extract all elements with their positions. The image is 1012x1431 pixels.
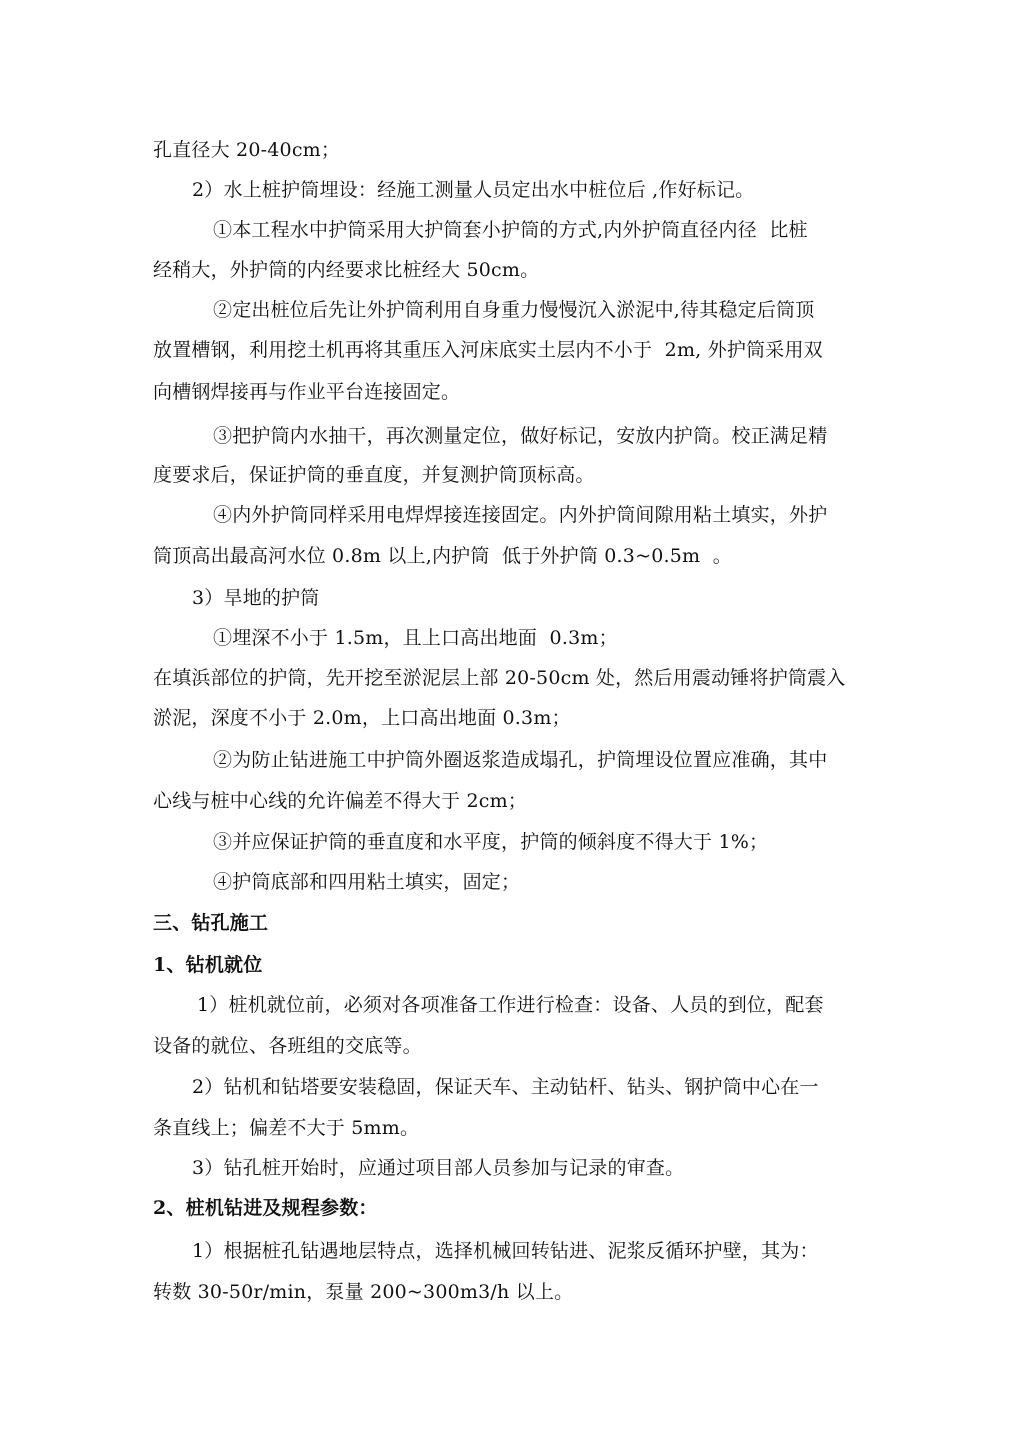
text-line: 转数 30-50r/min，泵量 200~300m3/h 以上。 bbox=[153, 1281, 574, 1303]
text-line: ③并应保证护筒的垂直度和水平度，护筒的倾斜度不得大于 1%； bbox=[213, 831, 769, 853]
text-line: 2）水上桩护筒埋设：经施工测量人员定出水中桩位后 ,作好标记。 bbox=[192, 179, 755, 201]
text-line: ②为防止钻进施工中护筒外圈返浆造成塌孔，护筒埋设位置应准确，其中 bbox=[213, 749, 828, 771]
text-line: 在填浜部位的护筒，先开挖至淤泥层上部 20-50cm 处，然后用震动锤将护筒震入 bbox=[153, 667, 846, 689]
text-line: ②定出桩位后先让外护筒利用自身重力慢慢沉入淤泥中,待其稳定后筒顶 bbox=[213, 299, 815, 321]
text-line: ③把护筒内水抽干，再次测量定位，做好标记，安放内护筒。校正满足精 bbox=[213, 425, 828, 447]
text-line: 孔直径大 20-40cm； bbox=[153, 139, 341, 161]
subsection-heading: 1、钻机就位 bbox=[153, 954, 263, 976]
text-line: 条直线上；偏差不大于 5mm。 bbox=[153, 1117, 420, 1139]
text-line: 1）根据桩孔钻遇地层特点，选择机械回转钻进、泥浆反循环护壁，其为： bbox=[192, 1240, 819, 1262]
text-line: 经稍大，外护筒的内经要求比桩经大 50cm。 bbox=[153, 259, 540, 281]
text-line: 放置槽钢，利用挖土机再将其重压入河床底实土层内不小于 2m, 外护筒采用双 bbox=[153, 339, 823, 361]
text-line: 2）钻机和钻塔要安装稳固，保证天车、主动钻杆、钻头、钢护筒中心在一 bbox=[192, 1076, 819, 1098]
text-line: 3）旱地的护筒 bbox=[192, 587, 320, 609]
text-line: ①埋深不小于 1.5m，且上口高出地面 0.3m； bbox=[213, 627, 618, 649]
subsection-heading: 2、桩机钻进及规程参数： bbox=[153, 1197, 378, 1219]
text-line: 心线与桩中心线的允许偏差不得大于 2cm； bbox=[153, 790, 527, 812]
text-line: 设备的就位、各班组的交底等。 bbox=[153, 1035, 422, 1057]
text-line: ④内外护筒同样采用电焊焊接连接固定。内外护筒间隙用粘土填实，外护 bbox=[213, 504, 828, 526]
text-line: ①本工程水中护筒采用大护筒套小护筒的方式,内外护筒直径内径 比桩 bbox=[213, 219, 808, 241]
text-line: 度要求后，保证护筒的垂直度，并复测护筒顶标高。 bbox=[153, 464, 595, 486]
text-line: 1）桩机就位前，必须对各项准备工作进行检查：设备、人员的到位，配套 bbox=[197, 994, 824, 1016]
text-line: 筒顶高出最高河水位 0.8m 以上,内护筒 低于外护筒 0.3~0.5m 。 bbox=[153, 545, 732, 567]
text-line: ④护筒底部和四用粘土填实，固定； bbox=[213, 871, 521, 893]
text-line: 淤泥，深度不小于 2.0m，上口高出地面 0.3m； bbox=[153, 707, 571, 729]
section-heading: 三、钻孔施工 bbox=[153, 912, 269, 934]
text-line: 3）钻孔桩开始时，应通过项目部人员参加与记录的审查。 bbox=[192, 1157, 685, 1179]
text-line: 向槽钢焊接再与作业平台连接固定。 bbox=[153, 381, 461, 403]
